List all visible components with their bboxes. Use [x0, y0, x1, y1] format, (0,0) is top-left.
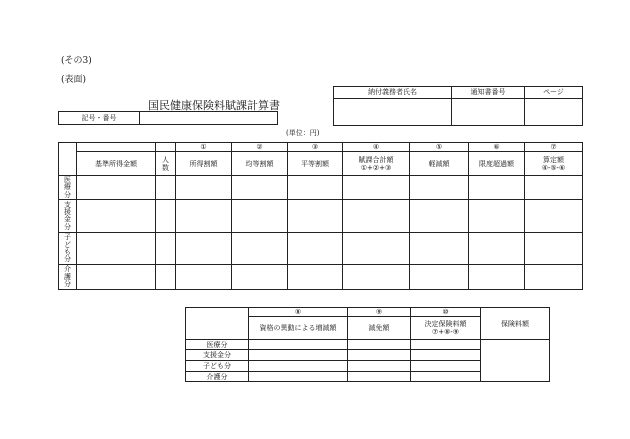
row-label-children: 子 ど も 分: [59, 233, 77, 265]
table-row: [59, 200, 583, 233]
circle-9: ⑨: [348, 308, 411, 317]
obligor-name-header: 納付義務者氏名: [334, 87, 452, 99]
circle-4: ④: [343, 143, 410, 152]
persons-header: 人 数: [156, 152, 176, 176]
circle-8: ⑧: [249, 308, 348, 317]
base-income-header: 基準所得金額: [77, 152, 156, 176]
symbol-number-label: 記号・番号: [59, 112, 140, 125]
symbol-number-field[interactable]: [140, 112, 278, 125]
levy-total-header: 賦課合計額 ①+②+③: [343, 152, 410, 176]
document-title: 国民健康保険料賦課計算書: [148, 99, 280, 112]
per-capita-header: 均等割額: [232, 152, 288, 176]
row-label-care: 介 護 分: [59, 265, 77, 290]
page-number: (その3): [61, 56, 92, 66]
levy-calculation-table: [58, 142, 583, 290]
circle-3: ③: [288, 143, 343, 152]
table-row: [59, 176, 583, 200]
row-label-support: 支 援 金 分: [59, 200, 77, 233]
circle-6: ⑥: [469, 143, 525, 152]
circle-2: ②: [232, 143, 288, 152]
final-premium-table: [185, 307, 550, 382]
table-row: [186, 340, 550, 350]
final-premium-header: 決定保険料額 ⑦+⑧-⑨: [411, 317, 481, 340]
sub-row-label-support: 支援金分: [186, 350, 249, 361]
change-adjustment-header: 資格の異動による増減額: [249, 317, 348, 340]
flat-rate-header: 平等割額: [288, 152, 343, 176]
exemption-header: 減免額: [348, 317, 411, 340]
notice-number-field[interactable]: [452, 99, 525, 126]
obligor-box: [333, 86, 583, 126]
reduction-header: 軽減額: [410, 152, 469, 176]
premium-amount-field[interactable]: [481, 340, 550, 382]
sub-row-label-medical: 医療分: [186, 340, 249, 350]
page-header: ページ: [525, 87, 583, 99]
table-row: [59, 265, 583, 290]
sub-row-label-care: 介護分: [186, 372, 249, 382]
over-limit-header: 限度超過額: [469, 152, 525, 176]
row-label-medical: 医 療 分: [59, 176, 77, 200]
circle-5: ⑤: [410, 143, 469, 152]
income-split-header: 所得割額: [176, 152, 232, 176]
sub-row-label-children: 子ども分: [186, 361, 249, 372]
notice-number-header: 通知書番号: [452, 87, 525, 99]
circle-1: ①: [176, 143, 232, 152]
table-row: [59, 233, 583, 265]
page-field[interactable]: [525, 99, 583, 126]
obligor-name-field[interactable]: [334, 99, 452, 126]
side-label: (表面): [61, 75, 87, 85]
circle-10: ⑩: [411, 308, 481, 317]
circle-7: ⑦: [525, 143, 583, 152]
calc-amount-header: 算定額 ④-⑤-⑥: [525, 152, 583, 176]
symbol-number-box: [58, 111, 278, 125]
unit-note: (単位：円): [286, 129, 320, 137]
premium-header: 保険料額: [481, 308, 550, 340]
